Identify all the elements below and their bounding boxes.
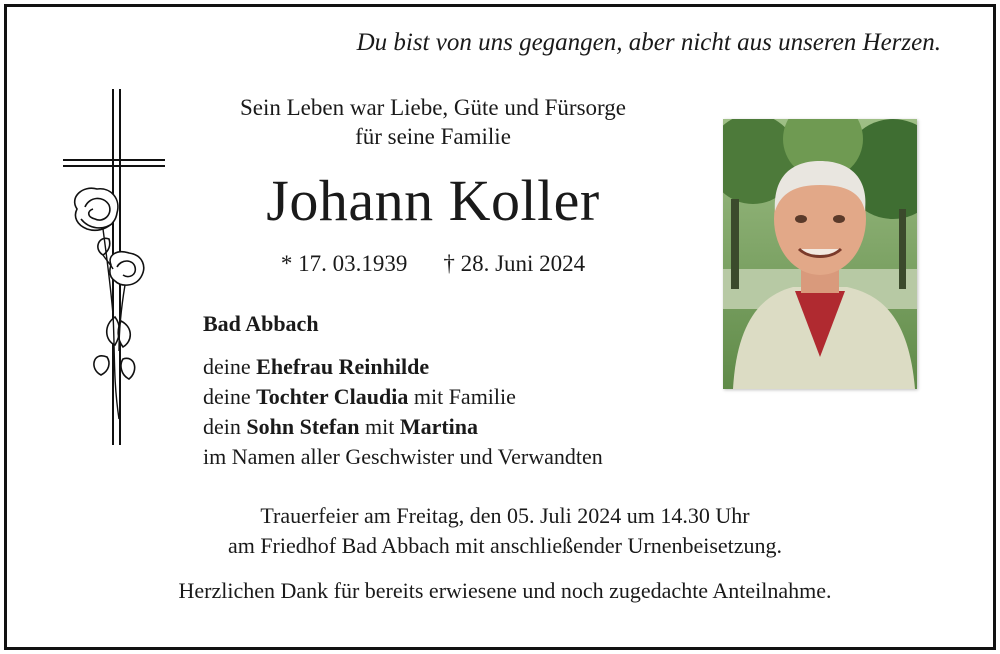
mourner-line: im Namen aller Geschwister und Verwandten <box>203 444 603 469</box>
death-date: † 28. Juni 2024 <box>443 251 586 276</box>
ceremony-line: Trauerfeier am Freitag, den 05. Juli 2024 um 14.30 Uhr <box>260 503 750 528</box>
intro-line: Sein Leben war Liebe, Güte und Fürsorge <box>239 95 626 120</box>
ceremony-line: am Friedhof Bad Abbach mit anschließender Urnenbeisetzung. <box>227 533 783 558</box>
obituary-frame <box>4 4 996 650</box>
motto-text: Du bist von uns gegangen, aber nicht aus unseren Herzen. <box>356 29 941 56</box>
ceremony-info <box>7 501 1000 561</box>
mourner-line: deine Ehefrau Reinhilde <box>203 354 430 379</box>
thanks-text: Herzlichen Dank für bereits erwiesene und noch zugedachte Anteilnahme. <box>178 578 832 603</box>
mourner-line: dein Sohn Stefan mit Martina <box>203 414 479 439</box>
place-of-residence: Bad Abbach <box>203 311 319 336</box>
mourners-list <box>203 352 603 472</box>
deceased-name: Johann Koller <box>266 168 600 233</box>
birth-date: * 17. 03.1939 <box>280 251 408 276</box>
intro-line: für seine Familie <box>355 124 511 149</box>
mourner-line: deine Tochter Claudia mit Familie <box>203 384 516 409</box>
portrait-photo <box>723 119 917 389</box>
